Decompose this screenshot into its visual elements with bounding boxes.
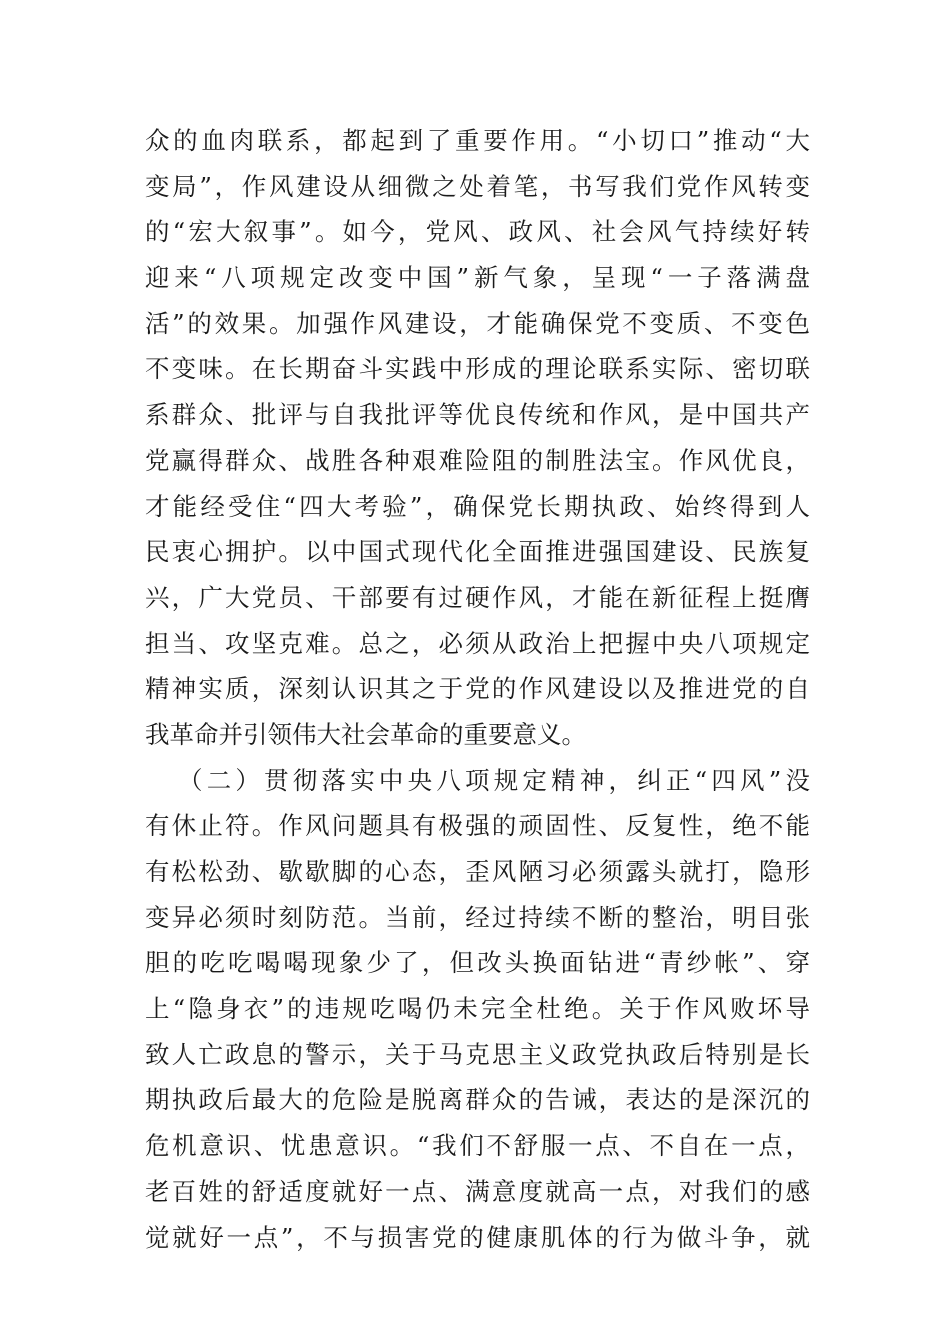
- text-line: 变局”，作风建设从细微之处着笔，书写我们党作风转变: [145, 171, 810, 201]
- text-line: 迎来“八项规定改变中国”新气象，呈现“一子落满盘: [145, 263, 810, 293]
- text-line: 我革命并引领伟大社会革命的重要意义。: [145, 719, 586, 749]
- text-line: 觉就好一点”，不与损害党的健康肌体的行为做斗争，就: [145, 1222, 810, 1252]
- text-line: 精神实质，深刻认识其之于党的作风建设以及推进党的自: [145, 674, 810, 704]
- section-heading-line: （二）贯彻落实中央八项规定精神，纠正“四风”没: [178, 765, 810, 795]
- text-line: 有休止符。作风问题具有极强的顽固性、反复性，绝不能: [145, 811, 810, 841]
- text-line: 系群众、批评与自我批评等优良传统和作风，是中国共产: [145, 400, 810, 430]
- text-line: 的“宏大叙事”。如今，党风、政风、社会风气持续好转: [145, 217, 810, 247]
- text-line: 兴，广大党员、干部要有过硬作风，才能在新征程上挺膺: [145, 582, 810, 612]
- text-line: 变异必须时刻防范。当前，经过持续不断的整治，明目张: [145, 902, 810, 932]
- text-line: 担当、攻坚克难。总之，必须从政治上把握中央八项规定: [145, 628, 810, 658]
- text-line: 民衷心拥护。以中国式现代化全面推进强国建设、民族复: [145, 537, 810, 567]
- text-line: 众的血肉联系，都起到了重要作用。“小切口”推动“大: [145, 126, 810, 155]
- text-line: 不变味。在长期奋斗实践中形成的理论联系实际、密切联: [145, 354, 810, 384]
- text-line: 上“隐身衣”的违规吃喝仍未完全杜绝。关于作风败坏导: [145, 994, 810, 1024]
- text-line: 老百姓的舒适度就好一点、满意度就高一点，对我们的感: [145, 1176, 810, 1206]
- text-line: 党赢得群众、战胜各种艰难险阻的制胜法宝。作风优良，: [145, 445, 810, 475]
- text-line: 才能经受住“四大考验”，确保党长期执政、始终得到人: [145, 491, 810, 521]
- text-line: 活”的效果。加强作风建设，才能确保党不变质、不变色: [145, 308, 810, 338]
- text-line: 胆的吃吃喝喝现象少了，但改头换面钻进“青纱帐”、穿: [145, 948, 810, 978]
- text-line: 危机意识、忧患意识。“我们不舒服一点、不自在一点，: [145, 1131, 810, 1161]
- body-text: [145, 118, 810, 1260]
- text-line: 期执政后最大的危险是脱离群众的告诫，表达的是深沉的: [145, 1085, 810, 1115]
- text-line: 有松松劲、歇歇脚的心态，歪风陋习必须露头就打，隐形: [145, 857, 810, 886]
- text-line: 致人亡政息的警示，关于马克思主义政党执政后特别是长: [145, 1039, 810, 1069]
